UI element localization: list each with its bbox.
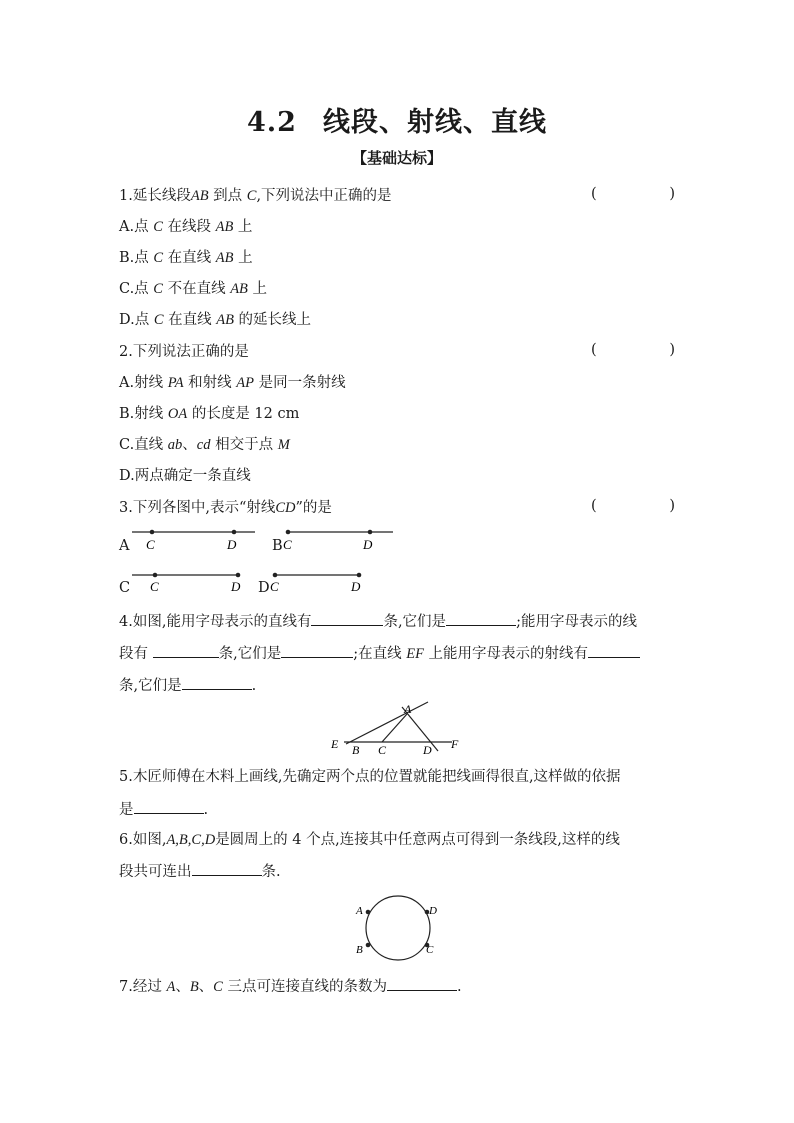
q1-option-d: D.点 C 在直线 AB 的延长线上 <box>119 312 312 328</box>
q3-label-d: D <box>258 580 270 596</box>
q5-line-2: 是 . <box>119 799 208 820</box>
q4-line-1: 4.如图,能用字母表示的直线有 条,它们是 ;能用字母表示的线 <box>119 611 637 632</box>
point-d: D <box>423 743 432 757</box>
q2-option-b: B.射线 OA 的长度是 12 cm <box>119 406 300 422</box>
q1-option-a: A.点 C 在线段 AB 上 <box>119 219 253 235</box>
point-a: A <box>404 702 412 716</box>
blank-segment-total <box>192 861 262 876</box>
q6-line-1: 6.如图,A,B,C,D是圆周上的 4 个点,连接其中任意两点可得到一条线段,这样的线 <box>119 832 620 848</box>
q1-stem: 1.延长线段AB 到点 C,下列说法中正确的是 <box>119 188 392 204</box>
q3-figures <box>0 520 794 600</box>
q4-line-2: 段有 条,它们是 ;在直线 EF 上能用字母表示的射线有 <box>119 643 640 664</box>
point-e: E <box>331 737 339 751</box>
section-heading: 【基础达标】 <box>351 149 442 167</box>
section-number: 4.2 <box>247 107 297 138</box>
answer-paren-q1: ( ) <box>591 186 675 202</box>
blank-ray-count <box>588 643 640 658</box>
q2-option-d: D.两点确定一条直线 <box>119 468 251 484</box>
q6-line-2: 段共可连出 条. <box>119 861 281 882</box>
svg-text:C: C <box>283 537 292 552</box>
q2-option-c: C.直线 ab、cd 相交于点 M <box>119 437 290 453</box>
point-c-label: C <box>146 537 155 552</box>
blank-segment-count <box>153 643 219 658</box>
point-c: C <box>426 944 434 956</box>
blank-lines <box>446 611 516 626</box>
point-d-label: D <box>227 537 237 552</box>
q4-line-3: 条,它们是 . <box>119 675 256 696</box>
q3-label-c: C <box>119 580 131 596</box>
q3-label-b: B <box>272 538 283 554</box>
svg-text:D: D <box>351 579 361 594</box>
q3-label-a: A <box>119 538 130 554</box>
q1-option-c: C.点 C 不在直线 AB 上 <box>119 281 268 297</box>
q3-stem: 3.下列各图中,表示“射线CD”的是 <box>119 500 332 516</box>
blank-line-count <box>311 611 383 626</box>
q7-stem: 7.经过 A、B、C 三点可连接直线的条数为 . <box>119 976 462 997</box>
title-text: 线段、射线、直线 <box>322 107 547 138</box>
point-a: A <box>356 905 363 917</box>
blank-segments <box>281 643 353 658</box>
answer-paren-q2: ( ) <box>591 342 675 358</box>
svg-text:D: D <box>231 579 241 594</box>
point-c: C <box>378 743 387 757</box>
page-title <box>0 100 794 139</box>
figure-c-ray <box>132 573 241 594</box>
q2-stem: 2.下列说法正确的是 <box>119 344 249 360</box>
q2-option-a: A.射线 PA 和射线 AP 是同一条射线 <box>119 375 346 391</box>
figure-d-segment <box>270 573 361 594</box>
point-b: B <box>356 944 363 956</box>
figure-a-line <box>132 530 255 552</box>
q1-option-b: B.点 C 在直线 AB 上 <box>119 250 253 266</box>
svg-text:C: C <box>270 579 279 594</box>
figure-b-ray <box>283 530 393 552</box>
blank-rays <box>182 675 252 690</box>
answer-paren-q3: ( ) <box>591 498 675 514</box>
svg-text:D: D <box>363 537 373 552</box>
q5-line-1: 5.木匠师傅在木料上画线,先确定两个点的位置就能把线画得很直,这样做的依据 <box>119 769 621 785</box>
q4-figure <box>320 695 470 760</box>
svg-text:C: C <box>150 579 159 594</box>
blank-line-total <box>387 976 457 991</box>
point-f: F <box>451 737 459 751</box>
point-b: B <box>352 743 360 757</box>
q6-circle-figure <box>350 890 445 965</box>
blank-reason <box>134 799 204 814</box>
point-d: D <box>429 905 437 917</box>
